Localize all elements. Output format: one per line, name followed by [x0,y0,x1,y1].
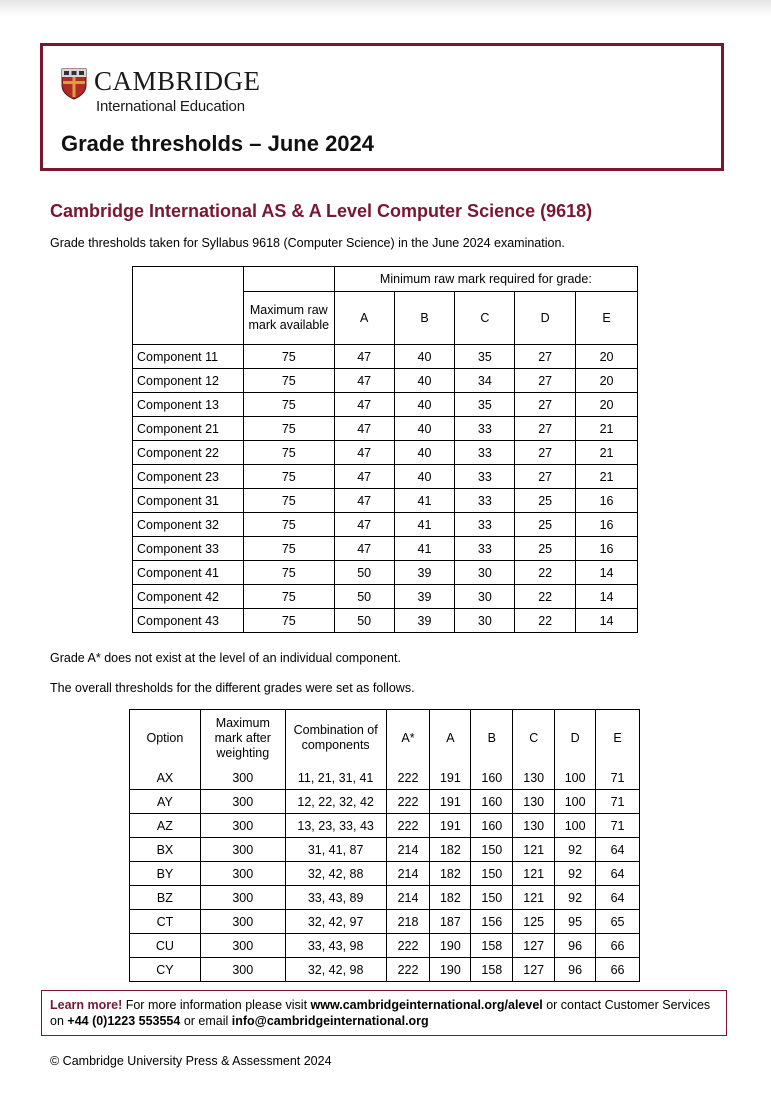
max-mark-cell: 75 [243,513,334,537]
combination-cell: 33, 43, 89 [285,886,386,910]
email-link[interactable]: info@cambridgeinternational.org [231,1014,429,1028]
grade-mark-cell: 27 [515,417,576,441]
grade-mark-cell: 222 [386,766,430,790]
table-row [130,862,640,886]
grade-mark-cell: 40 [394,345,455,369]
combination-cell: 12, 22, 32, 42 [285,790,386,814]
max-mark-cell: 75 [243,369,334,393]
grade-mark-cell: 64 [596,838,640,862]
grade-mark-cell: 65 [596,910,640,934]
grade-header: C [455,292,515,345]
grade-mark-cell: 96 [555,958,596,982]
grade-header: E [596,710,640,767]
grade-mark-cell: 130 [513,766,555,790]
max-weighted-cell: 300 [200,862,285,886]
grade-mark-cell: 20 [576,393,638,417]
grade-mark-cell: 156 [471,910,513,934]
grade-mark-cell: 100 [555,766,596,790]
grade-mark-cell: 35 [455,345,515,369]
logo-subtitle: International Education [96,98,245,115]
table-row [130,814,640,838]
table-row [133,585,638,609]
grade-mark-cell: 222 [386,934,430,958]
grade-mark-cell: 191 [430,766,471,790]
table-row [130,886,640,910]
table-row [133,561,638,585]
max-weighted-cell: 300 [200,934,285,958]
table-row [133,489,638,513]
page-top-shadow [0,0,771,16]
phone-number: +44 (0)1223 553554 [67,1014,181,1028]
component-name-cell: Component 13 [133,393,244,417]
table-corner-cell [133,267,244,292]
grade-mark-cell: 25 [515,489,576,513]
grade-mark-cell: 150 [471,862,513,886]
grade-mark-cell: 33 [455,489,515,513]
option-thresholds-table [129,709,640,982]
grade-mark-cell: 50 [334,585,394,609]
combination-cell: 32, 42, 88 [285,862,386,886]
document-title: Grade thresholds – June 2024 [61,131,375,156]
grade-mark-cell: 47 [334,513,394,537]
grade-mark-cell: 222 [386,814,430,838]
grade-mark-cell: 20 [576,369,638,393]
grade-mark-cell: 66 [596,934,640,958]
table-row [133,417,638,441]
grade-mark-cell: 96 [555,934,596,958]
grade-mark-cell: 27 [515,345,576,369]
grade-mark-cell: 160 [471,790,513,814]
grade-mark-cell: 150 [471,886,513,910]
overall-note: The overall thresholds for the different grades were set as follows. [50,681,415,695]
component-name-cell: Component 11 [133,345,244,369]
component-name-cell: Component 43 [133,609,244,633]
grade-mark-cell: 47 [334,393,394,417]
grade-mark-cell: 121 [513,886,555,910]
grade-mark-cell: 16 [576,489,638,513]
grade-mark-cell: 21 [576,417,638,441]
learn-more-lead: Learn more! [50,998,123,1012]
grade-mark-cell: 34 [455,369,515,393]
grade-mark-cell: 41 [394,513,455,537]
max-weighted-header: Maximum mark after weighting [200,710,285,767]
table-row [130,838,640,862]
grade-mark-cell: 25 [515,537,576,561]
grade-mark-cell: 191 [430,790,471,814]
grade-header: D [515,292,576,345]
syllabus-title: Cambridge International AS & A Level Computer Science (9618) [50,201,593,221]
grade-mark-cell: 27 [515,369,576,393]
grade-mark-cell: 121 [513,838,555,862]
grade-header: D [555,710,596,767]
grade-mark-cell: 92 [555,862,596,886]
grade-mark-cell: 47 [334,537,394,561]
grade-mark-cell: 22 [515,609,576,633]
grade-mark-cell: 158 [471,934,513,958]
max-mark-cell: 75 [243,345,334,369]
option-cell: BZ [130,886,201,910]
grade-mark-cell: 182 [430,886,471,910]
grade-header: A* [386,710,430,767]
grade-mark-cell: 40 [394,393,455,417]
cambridge-crest-icon [61,68,87,100]
max-weighted-cell: 300 [200,886,285,910]
component-name-cell: Component 12 [133,369,244,393]
grade-mark-cell: 160 [471,814,513,838]
component-name-cell: Component 42 [133,585,244,609]
component-name-cell: Component 22 [133,441,244,465]
max-weighted-cell: 300 [200,910,285,934]
max-mark-cell: 75 [243,537,334,561]
grade-mark-cell: 40 [394,441,455,465]
grade-header: C [513,710,555,767]
table-row [133,369,638,393]
document-header [40,43,724,171]
grade-mark-cell: 30 [455,561,515,585]
grade-mark-cell: 71 [596,766,640,790]
grade-mark-cell: 30 [455,609,515,633]
max-mark-cell: 75 [243,393,334,417]
max-weighted-cell: 300 [200,838,285,862]
grade-mark-cell: 191 [430,814,471,838]
table-row [130,958,640,982]
grade-mark-cell: 41 [394,489,455,513]
grade-mark-cell: 47 [334,417,394,441]
grade-mark-cell: 47 [334,369,394,393]
grade-mark-cell: 33 [455,513,515,537]
grade-mark-cell: 27 [515,465,576,489]
grade-header: B [394,292,455,345]
grade-mark-cell: 41 [394,537,455,561]
max-mark-cell: 75 [243,441,334,465]
syllabus-description: Grade thresholds taken for Syllabus 9618 (Computer Science) in the June 2024 examination. [50,236,565,250]
grade-mark-cell: 95 [555,910,596,934]
option-cell: AY [130,790,201,814]
grade-mark-cell: 64 [596,886,640,910]
grade-mark-cell: 187 [430,910,471,934]
grade-mark-cell: 160 [471,766,513,790]
learn-more-text: or email [180,1014,232,1028]
grade-mark-cell: 22 [515,561,576,585]
grade-mark-cell: 47 [334,465,394,489]
grade-mark-cell: 222 [386,958,430,982]
table-row [130,766,640,790]
max-mark-cell: 75 [243,417,334,441]
option-cell: BY [130,862,201,886]
component-name-cell: Component 41 [133,561,244,585]
grade-mark-cell: 127 [513,934,555,958]
component-name-cell: Component 23 [133,465,244,489]
grade-mark-cell: 71 [596,814,640,838]
grade-mark-cell: 190 [430,958,471,982]
grade-mark-cell: 130 [513,790,555,814]
max-weighted-cell: 300 [200,766,285,790]
grade-mark-cell: 25 [515,513,576,537]
grade-header: E [576,292,638,345]
copyright-notice: © Cambridge University Press & Assessment 2024 [50,1054,332,1068]
grade-mark-cell: 40 [394,465,455,489]
option-cell: CU [130,934,201,958]
grade-mark-cell: 66 [596,958,640,982]
learn-more-box [41,990,727,1036]
grade-mark-cell: 21 [576,465,638,489]
grade-mark-cell: 92 [555,886,596,910]
grade-mark-cell: 39 [394,561,455,585]
grade-mark-cell: 71 [596,790,640,814]
component-name-header [133,292,244,345]
grade-header: A [334,292,394,345]
combination-cell: 32, 42, 97 [285,910,386,934]
grade-mark-cell: 182 [430,838,471,862]
table-row [133,345,638,369]
grade-mark-cell: 33 [455,441,515,465]
option-cell: CY [130,958,201,982]
max-weighted-cell: 300 [200,958,285,982]
grade-mark-cell: 27 [515,441,576,465]
grade-mark-cell: 127 [513,958,555,982]
max-mark-cell: 75 [243,609,334,633]
grade-mark-cell: 33 [455,465,515,489]
combination-cell: 31, 41, 87 [285,838,386,862]
grade-mark-cell: 33 [455,537,515,561]
grade-mark-cell: 100 [555,814,596,838]
max-mark-cell: 75 [243,561,334,585]
component-name-cell: Component 21 [133,417,244,441]
grade-mark-cell: 121 [513,862,555,886]
grade-mark-cell: 39 [394,609,455,633]
option-header: Option [130,710,201,767]
option-cell: CT [130,910,201,934]
table-row [133,609,638,633]
grade-mark-cell: 21 [576,441,638,465]
grade-mark-cell: 30 [455,585,515,609]
grade-mark-cell: 27 [515,393,576,417]
grade-mark-cell: 20 [576,345,638,369]
table-row [130,934,640,958]
grade-mark-cell: 214 [386,862,430,886]
max-weighted-cell: 300 [200,790,285,814]
max-mark-cell: 75 [243,489,334,513]
grade-mark-cell: 40 [394,417,455,441]
grade-mark-cell: 222 [386,790,430,814]
table-row [133,465,638,489]
grade-mark-cell: 182 [430,862,471,886]
grade-mark-cell: 16 [576,513,638,537]
grade-mark-cell: 150 [471,838,513,862]
component-thresholds-table [132,266,638,633]
grade-mark-cell: 47 [334,345,394,369]
grade-mark-cell: 50 [334,609,394,633]
grade-mark-cell: 214 [386,886,430,910]
option-cell: AX [130,766,201,790]
combination-cell: 11, 21, 31, 41 [285,766,386,790]
grade-mark-cell: 14 [576,561,638,585]
grade-mark-cell: 39 [394,585,455,609]
table-row [133,537,638,561]
grade-header: B [471,710,513,767]
grade-mark-cell: 33 [455,417,515,441]
option-cell: BX [130,838,201,862]
grade-mark-cell: 218 [386,910,430,934]
grade-mark-cell: 190 [430,934,471,958]
grade-mark-cell: 64 [596,862,640,886]
table-row [133,513,638,537]
grade-mark-cell: 47 [334,441,394,465]
grade-mark-cell: 125 [513,910,555,934]
component-name-cell: Component 33 [133,537,244,561]
grade-mark-cell: 130 [513,814,555,838]
combination-header: Combination of components [285,710,386,767]
grade-mark-cell: 158 [471,958,513,982]
logo-wordmark: CAMBRIDGE [94,66,261,96]
grade-mark-cell: 14 [576,585,638,609]
grade-mark-cell: 40 [394,369,455,393]
table-row [133,393,638,417]
grade-mark-cell: 47 [334,489,394,513]
grade-mark-cell: 100 [555,790,596,814]
table-row [130,910,640,934]
website-link[interactable]: www.cambridgeinternational.org/alevel [310,998,543,1012]
component-note: Grade A* does not exist at the level of an individual component. [50,651,401,665]
max-mark-cell: 75 [243,465,334,489]
grade-mark-cell: 50 [334,561,394,585]
grade-mark-cell: 214 [386,838,430,862]
grade-mark-cell: 22 [515,585,576,609]
table-row [130,790,640,814]
grade-mark-cell: 92 [555,838,596,862]
combination-cell: 33, 43, 98 [285,934,386,958]
grade-mark-cell: 35 [455,393,515,417]
max-mark-header: Maximum raw mark available [243,292,334,345]
learn-more-text: or contact Customer Services on [50,998,711,1028]
grade-group-header: Minimum raw mark required for grade: [334,267,637,292]
grade-mark-cell: 16 [576,537,638,561]
max-weighted-cell: 300 [200,814,285,838]
component-name-cell: Component 31 [133,489,244,513]
table-row [133,441,638,465]
combination-cell: 32, 42, 98 [285,958,386,982]
combination-cell: 13, 23, 33, 43 [285,814,386,838]
grade-mark-cell: 14 [576,609,638,633]
max-mark-cell: 75 [243,585,334,609]
option-cell: AZ [130,814,201,838]
component-name-cell: Component 32 [133,513,244,537]
learn-more-text: For more information please visit [122,998,311,1012]
table-corner-cell [243,267,334,292]
grade-header: A [430,710,471,767]
